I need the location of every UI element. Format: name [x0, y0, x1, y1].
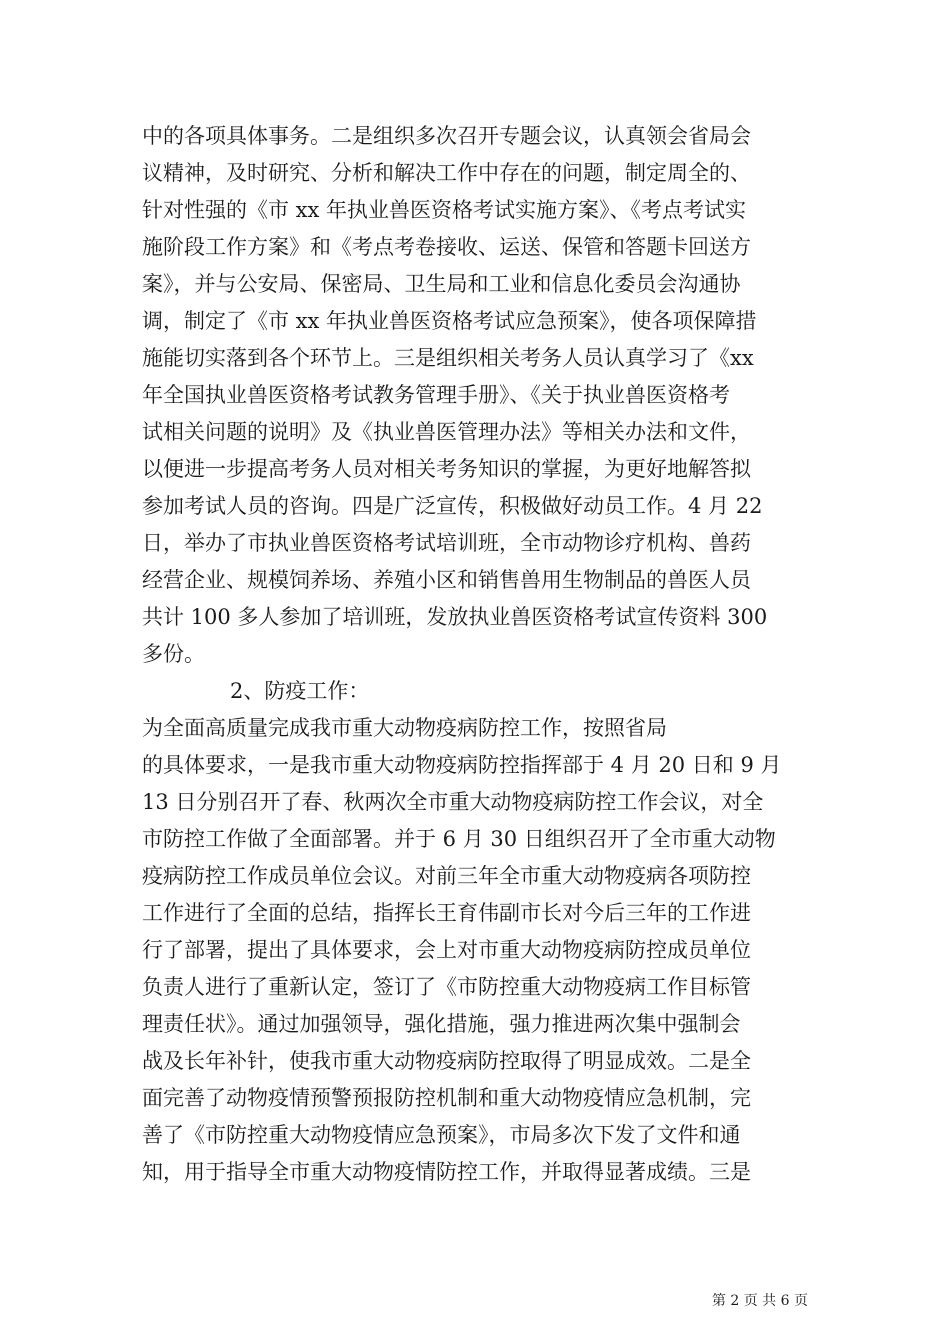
page-number: 第 2 页 共 6 页	[711, 1293, 808, 1309]
section-heading-epidemic-prevention: 2、防疫工作：	[230, 679, 370, 703]
document-body	[142, 118, 808, 1191]
paragraph-epidemic-prevention: 为全面高质量完成我市重大动物疫病防控工作，按照省局 的具体要求，一是我市重大动物疫病防控指挥部于 4 月 20 日和 9 月 13 日分别召开了春、秋两次全市重大动物疫病防控工作会议，对全 市防控工作做了全面部署。并于 6 月 30 日组织召开了全市重大动物 疫病防控工作成员单位会议。对前三年全市重大动物疫病各项防控 工作进行了全面的总结，指挥长王育伟副市长对今后三年的工作进 行了部署，提出了具体要求，会上对市重大动物疫病防控成员单位 负责人进行了重新认定，签订了《市防控重大动物疫病工作目标管 理责任状》。通过加强领导，强化措施，强力推进两次集中强制会 战及长年补针，使我市重大动物疫病防控取得了明显成效。二是全 面完善了动物疫情预警预报防控机制和重大动物疫情应急机制，完 善了《市防控重大动物疫情应急预案》，市局多次下发了文件和通 知，用于指导全市重大动物疫情防控工作，并取得显著成绩。三是	[142, 716, 782, 1184]
paragraph-exam-work: 中的各项具体事务。二是组织多次召开专题会议，认真领会省局会 议精神，及时研究、分析和解决工作中存在的问题，制定周全的、 针对性强的《市 xx 年执业兽医资格考试实施方案》、《考点考试实 施阶段工作方案》和《考点考卷接收、运送、保管和答题卡回送方 案》，并与公安局、保密局、卫生局和工业和信息化委员会沟通协 调，制定了《市 xx 年执业兽医资格考试应急预案》，使各项保障措 施能切实落到各个环节上。三是组织相关考务人员认真学习了《xx 年全国执业兽医资格考试教务管理手册》、《关于执业兽医资格考 试相关问题的说明》及《执业兽医管理办法》等相关办法和文件， 以便进一步提高考务人员对相关考务知识的掌握，为更好地解答拟 参加考试人员的咨询。四是广泛宣传，积极做好动员工作。4 月 22 日，举办了市执业兽医资格考试培训班，全市动物诊疗机构、兽药 经营企业、规模饲养场、养殖小区和销售兽用生物制品的兽医人员 共计 100 多人参加了培训班，发放执业兽医资格考试宣传资料 300 多份。	[142, 124, 768, 666]
